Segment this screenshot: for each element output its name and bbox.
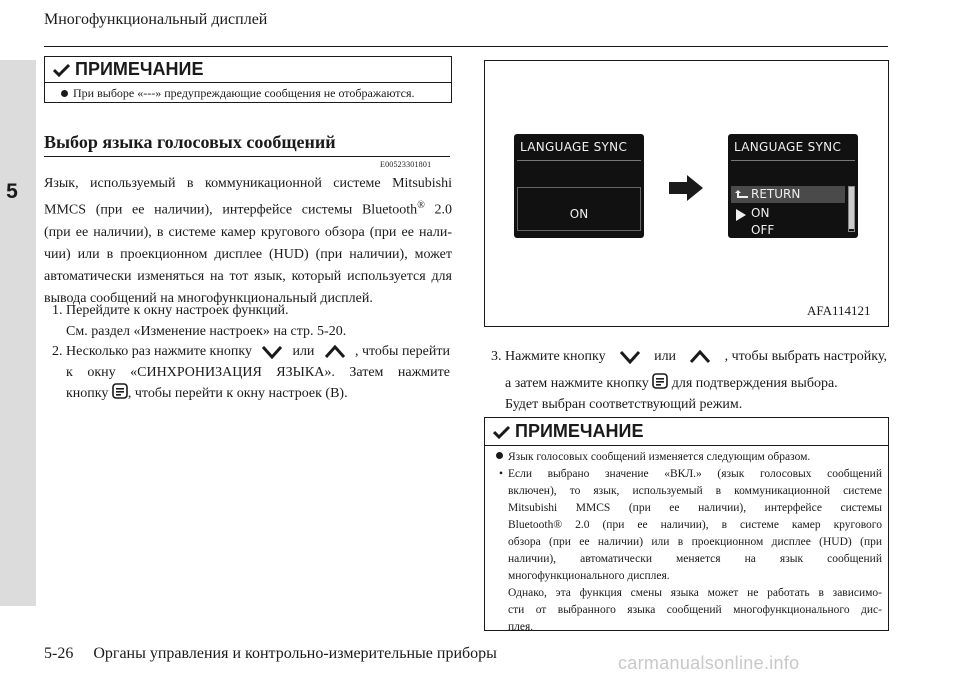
screen-title: LANGUAGE SYNC [520, 140, 628, 154]
intro-line: чии) или в проекционном дисплее (HUD) (при наличии), может [44, 246, 452, 262]
section-code: E00523301801 [380, 160, 432, 169]
note-subitem: • Если выбрано значение «ВКЛ.» (язык голосовых сообщений включен), то язык, используемый в коммуникационной системе Mitsubishi MMCS (при ее наличии), интерфейсе системы Bluetooth® 2.0 (при ее наличии), в системе камер кругового обзора (при ее наличии) или в проекционном дисплее (HUD) (при наличии), автоматически меняется на язык сообщений многофункционального дисплея. Однако, эта функция смены языка может не работать в зависимо- сти от выбранного языка сообщений многофункционального дис- плея. [499, 468, 882, 633]
step-line: Несколько раз нажмите кнопку или , чтобы перейти [66, 344, 450, 359]
screen-divider [731, 160, 855, 161]
selection-arrow-icon [736, 208, 746, 226]
header-rule [44, 46, 888, 47]
intro-line: (при ее наличии), в системе камер кругового обзора (при ее нали- [44, 224, 452, 240]
menu-item-on: ON [751, 206, 770, 220]
section-title: Выбор языка голосовых сообщений [44, 132, 336, 152]
step-text: См. раздел «Изменение настроек» на стр. 5-20. [66, 324, 347, 339]
step-number: 2. [52, 344, 63, 359]
intro-line: автоматически изменяться на тот язык, который используется для [44, 268, 452, 284]
figure-label: AFA114121 [807, 303, 871, 318]
note-title: ПРИМЕЧАНИЕ [515, 421, 644, 441]
intro-line: вывода сообщений на многофункциональный дисплей. [44, 290, 373, 306]
up-button-icon [689, 350, 711, 364]
note-lead-line: Язык голосовых сообщений изменяется следующим образом. [496, 449, 882, 466]
footer-chapter-title: Органы управления и контрольно-измерительные приборы [93, 645, 497, 662]
page-number: 5-26 [44, 645, 74, 662]
note-divider [45, 82, 451, 83]
enter-button-icon [112, 383, 128, 399]
intro-paragraph [44, 173, 452, 310]
chapter-number: 5 [6, 180, 18, 203]
screen-value: ON [569, 207, 589, 221]
note-box-bottom [484, 417, 889, 631]
intro-line: MMCS (при ее наличии), интерфейсе системы Bluetooth® 2.0 [44, 200, 452, 218]
down-button-icon [261, 345, 283, 359]
note-divider [485, 445, 888, 446]
step-2 [52, 341, 450, 404]
step-line: к окну «СИНХРОНИЗАЦИЯ ЯЗЫКА». Затем нажмите [66, 365, 450, 380]
pencil-check-icon [53, 63, 71, 82]
note-box-top [44, 56, 452, 103]
note-body [496, 449, 882, 636]
figure-language-sync [484, 60, 889, 327]
menu-item-return: RETURN [751, 187, 801, 201]
step-number: 1. [52, 303, 63, 318]
arrow-right-icon [669, 175, 703, 206]
note-item: При выборе «---» предупреждающие сообщения не отображаются. [73, 86, 415, 100]
up-button-icon [324, 345, 346, 359]
bluetooth-version: 2.0 [434, 202, 452, 218]
step-1 [52, 300, 450, 342]
screen-a [514, 134, 644, 238]
step-number: 3. [491, 349, 502, 364]
watermark: carmanualsonline.info [618, 653, 800, 673]
page-footer [44, 645, 497, 663]
screen-b [728, 134, 858, 238]
section-rule [44, 156, 450, 157]
intro-line: Язык, используемый в коммуникационной системе Mitsubishi [44, 176, 452, 191]
return-arrow-icon [735, 188, 749, 206]
down-button-icon [619, 350, 641, 364]
step-line: кнопку , чтобы перейти к окну настроек (B). [66, 383, 450, 404]
step-3 [491, 346, 887, 415]
sub-bullet-icon: • [499, 468, 504, 480]
enter-button-icon [652, 373, 668, 389]
scrollbar-thumb [849, 187, 854, 229]
bullet-icon [496, 452, 503, 459]
pencil-check-icon [493, 425, 511, 444]
screen-divider [517, 160, 641, 161]
registered-mark: ® [417, 200, 425, 211]
screen-title: LANGUAGE SYNC [734, 140, 842, 154]
running-header: Многофункциональный дисплей [44, 11, 268, 28]
menu-item-off: OFF [751, 223, 775, 237]
step-line: Будет выбран соответствующий режим. [505, 397, 743, 412]
step-line: Нажмите кнопку или , чтобы выбрать настройку, [505, 349, 887, 364]
step-line: а затем нажмите кнопку для подтверждения выбора. [505, 373, 887, 394]
step-text: Перейдите к окну настроек функций. [66, 303, 289, 318]
note-title: ПРИМЕЧАНИЕ [75, 59, 204, 79]
chapter-side-tab [0, 60, 36, 606]
bullet-icon [61, 90, 68, 97]
